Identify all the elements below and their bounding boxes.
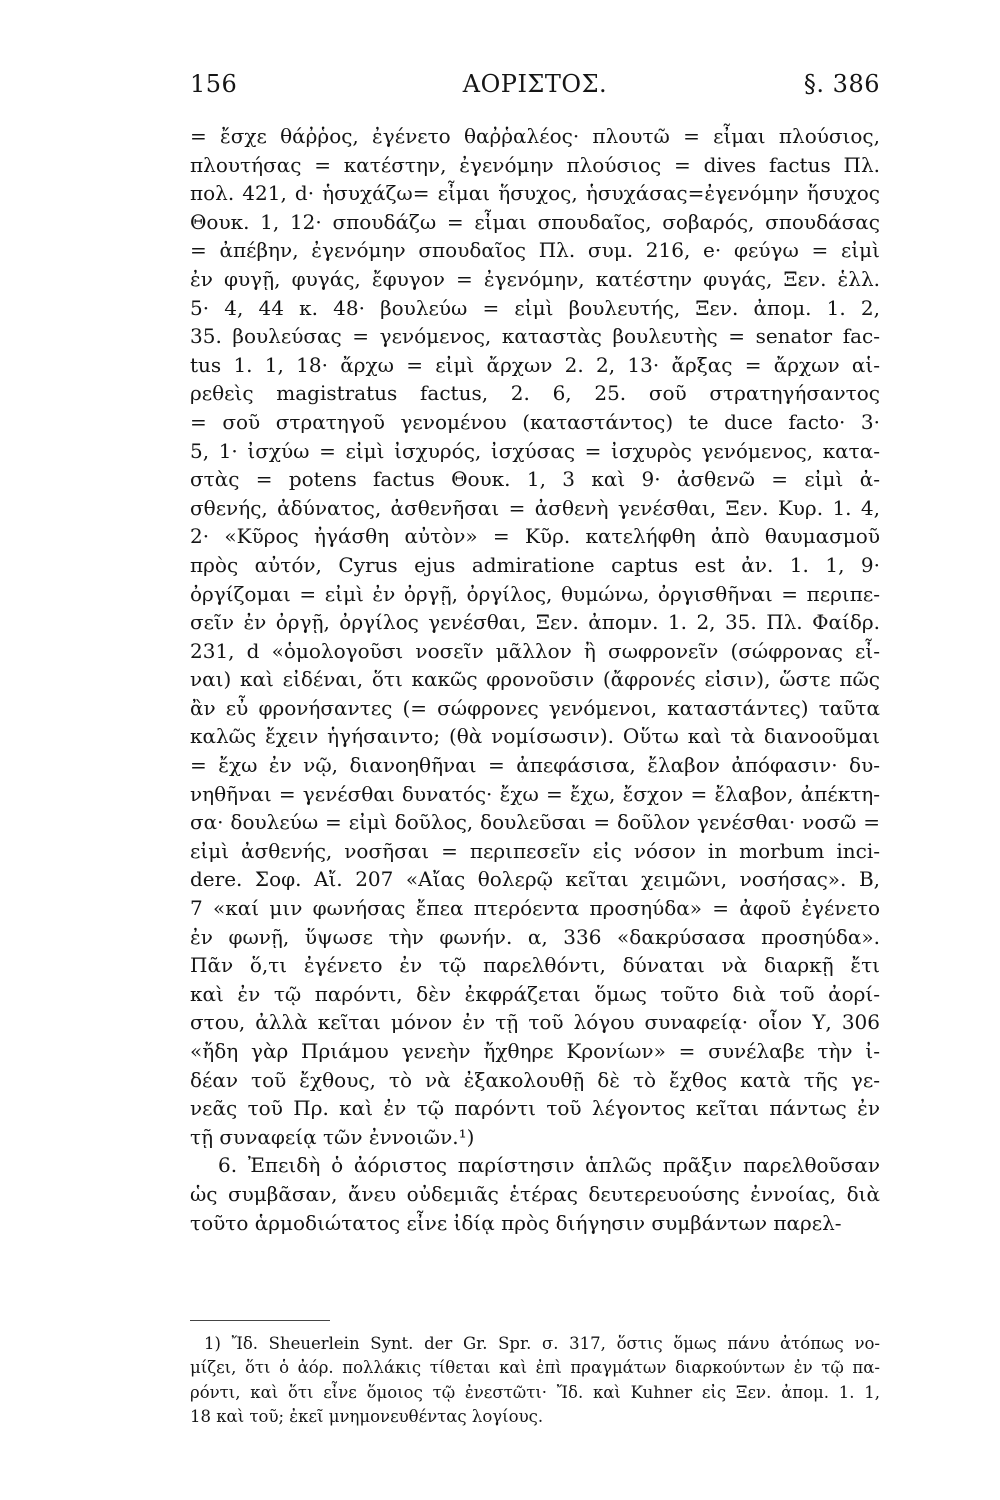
body-line: = ἀπέβην, ἐγενόμην σπουδαῖος Πλ. συμ. 216, e· φεύγω = εἰμὶ [190,238,880,263]
body-line: 231, d «ὁμολογοῦσι νοσεῖν μᾶλλον ἢ σωφρονεῖν (σώφρονας εἶ- [190,638,880,663]
body-line: Θουκ. 1, 12· σπουδάζω = εἶμαι σπουδαῖος, σοβαρός, σπουδάσας [190,209,880,234]
body-line: 7 «καί μιν φωνήσας ἔπεα πτερόεντα προσηύδα» = ἀφοῦ ἐγένετο [190,896,880,921]
body-line: καλῶς ἔχειν ἡγήσαιντο; (θὰ νομίσωσιν). Οὕτω καὶ τὰ διανοοῦμαι [190,724,880,749]
body-line: ναι) καὶ εἰδέναι, ὅτι κακῶς φρονοῦσιν (ἄφρονές εἰσιν), ὥστε πῶς [190,667,880,692]
body-line: νηθῆναι = γενέσθαι δυνατός· ἔχω = ἔχω, ἔσχον = ἔλαβον, ἀπέκτη- [190,781,880,806]
running-title: ΑΟΡΙΣΤΟΣ. [462,70,608,98]
body-line: τοῦτο ἁρμοδιώτατος εἶνε ἰδίᾳ πρὸς διήγησιν συμβάντων παρελ- [190,1210,842,1235]
body-line: τῇ συναφείᾳ τῶν ἐννοιῶν.¹) [190,1124,475,1149]
footnote-rule [190,1320,330,1321]
body-line: 6. Ἐπειδὴ ὁ ἀόριστος παρίστησιν ἁπλῶς πρᾶξιν παρελθοῦσαν [218,1153,880,1178]
body-line: νεᾶς τοῦ Πρ. καὶ ἐν τῷ παρόντι τοῦ λέγοντος κεῖται πάντως ἐν [190,1096,880,1121]
body-line: στὰς = potens factus Θουκ. 1, 3 καὶ 9· ἀσθενῶ = εἰμὶ ἀ- [190,467,880,492]
body-line: ὀργίζομαι = εἰμὶ ἐν ὀργῇ, ὀργίλος, θυμώνω, ὀργισθῆναι = περιπε- [190,581,880,606]
section-number: §. 386 [803,70,880,98]
body-line: = ἔσχε θάῤῥος, ἐγένετο θαῤῥαλέος· πλουτῶ = εἶμαι πλούσιος, [190,124,880,148]
running-header [190,70,880,114]
body-line: ἂν εὖ φρονήσαντες (= σώφρονες γενόμενοι, καταστάντες) ταῦτα [190,695,880,720]
body-line: σθενής, ἀδύνατος, ἀσθενῆσαι = ἀσθενὴ γενέσθαι, Ξεν. Κυρ. 1. 4, [190,495,880,520]
body-line: πλουτήσας = κατέστην, ἐγενόμην πλούσιος = dives factus Πλ. [190,152,880,177]
body-line: δέαν τοῦ ἔχθους, τὸ νὰ ἐξακολουθῇ δὲ τὸ ἔχθος κατὰ τῆς γε- [190,1067,880,1092]
body-line: σεῖν ἐν ὀργῇ, ὀργίλος γενέσθαι, Ξεν. ἀπομν. 1. 2, 35. Πλ. Φαίδρ. [190,610,880,635]
body-text [190,122,880,1237]
body-line: = σοῦ στρατηγοῦ γενομένου (καταστάντος) te duce facto· 3· [190,409,880,434]
body-line: 5, 1· ἰσχύω = εἰμὶ ἰσχυρός, ἰσχύσας = ἰσχυρὸς γενόμενος, κατα- [190,438,880,463]
body-line: πρὸς αὐτόν, Cyrus ejus admiratione captus est ἀν. 1. 1, 9· [190,552,880,577]
body-line: = ἔχω ἐν νῷ, διανοηθῆναι = ἀπεφάσισα, ἔλαβον ἀπόφασιν· δυ- [190,753,880,778]
footnote-line: 18 καὶ τοῦ; ἐκεῖ μνημονευθέντας λογίους. [190,1406,544,1426]
body-line: ἐν φωνῇ, ὕψωσε τὴν φωνήν. α, 336 «δακρύσασα προσηύδα». [190,924,880,949]
body-line: καὶ ἐν τῷ παρόντι, δὲν ἐκφράζεται ὅμως τοῦτο διὰ τοῦ ἀορί- [190,981,880,1006]
body-line: Πᾶν ὅ,τι ἐγένετο ἐν τῷ παρελθόντι, δύναται νὰ διαρκῇ ἔτι [190,953,880,978]
body-line: εἰμὶ ἀσθενής, νοσῆσαι = περιπεσεῖν εἰς νόσον in morbum inci- [190,838,880,863]
body-line: ὡς συμβᾶσαν, ἄνευ οὐδεμιᾶς ἑτέρας δευτερευούσης ἐννοίας, διὰ [190,1181,880,1206]
body-line: tus 1. 1, 18· ἄρχω = εἰμὶ ἄρχων 2. 2, 13· ἄρξας = ἄρχων αἱ- [190,352,880,377]
footnote-line: μίζει, ὅτι ὁ ἀόρ. πολλάκις τίθεται καὶ ἐπὶ πραγμάτων διαρκούντων ἐν τῷ πα- [190,1358,880,1378]
page-number: 156 [190,70,238,98]
body-line: dere. Σοφ. Αἴ. 207 «Αἴας θολερῷ κεῖται χειμῶνι, νοσήσας». Β, [190,867,880,892]
body-line: 2· «Κῦρος ἠγάσθη αὐτὸν» = Κῦρ. κατελήφθη ἀπὸ θαυμασμοῦ [190,524,880,549]
body-line: «ἤδη γὰρ Πριάμου γενεὴν ἤχθηρε Κρονίων» = συνέλαβε τὴν ἰ- [190,1039,880,1063]
body-line: στου, ἀλλὰ κεῖται μόνον ἐν τῇ τοῦ λόγου συναφείᾳ· οἷον Υ, 306 [190,1010,880,1035]
body-line: πολ. 421, d· ἡσυχάζω= εἶμαι ἥσυχος, ἡσυχάσας=ἐγενόμην ἥσυχος [190,181,880,206]
body-line: ἐν φυγῇ, φυγάς, ἔφυγον = ἐγενόμην, κατέστην φυγάς, Ξεν. ἑλλ. [190,266,880,291]
footnote-block [190,1332,880,1429]
footnote-line: 1) Ἴδ. Sheuerlein Synt. der Gr. Spr. σ. 317, ὅστις ὅμως πάνυ ἀτόπως νο- [204,1334,880,1353]
body-line: 35. βουλεύσας = γενόμενος, καταστὰς βουλευτὴς = senator fac- [190,324,880,349]
footnote-line: ρόντι, καὶ ὅτι εἶνε ὅμοιος τῷ ἐνεστῶτι· Ἴδ. καὶ Kuhner εἰς Ξεν. ἀπομ. 1. 1, [190,1382,880,1402]
body-line: σα· δουλεύω = εἰμὶ δοῦλος, δουλεῦσαι = δοῦλον γενέσθαι· νοσῶ = [190,810,880,835]
body-line: ρεθεὶς magistratus factus, 2. 6, 25. σοῦ στρατηγήσαντος [190,381,880,406]
body-line: 5· 4, 44 κ. 48· βουλεύω = εἰμὶ βουλευτής, Ξεν. ἀπομ. 1. 2, [190,295,880,320]
